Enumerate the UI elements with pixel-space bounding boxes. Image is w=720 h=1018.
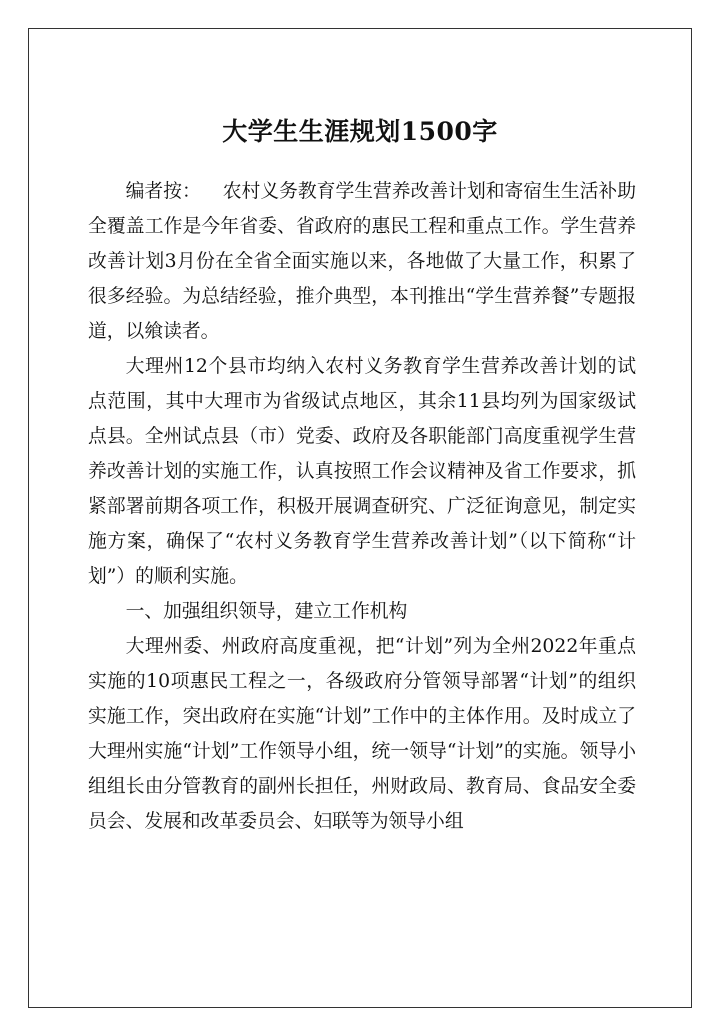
editor-note-text: 农村义务教育学生营养改善计划和寄宿生生活补助全覆盖工作是今年省委、省政府的惠民工程和重点工作。学生营养改善计划3月份在全省全面实施以来，各地做了大量工作，积累了很多经验。为总结经验，推介典型，本刊推出“学生营养餐”专题报道，以飨读者。 [88,181,636,342]
editor-label: 编者按： [125,181,201,202]
body-paragraph: 大理州12个县市均纳入农村义务教育学生营养改善计划的试点范围，其中大理市为省级试点地区，其余11县均列为国家级试点县。全州试点县（市）党委、政府及各职能部门高度重视学生营养改善计划的实施工作，认真按照工作会议精神及省工作要求，抓紧部署前期各项工作，积极开展调查研究、广泛征询意见，制定实施方案，确保了“农村义务教育学生营养改善计划”（以下简称“计划”）的顺利实施。 [88,356,636,587]
document-title: 大学生生涯规划1500字 [222,117,498,146]
body-paragraph: 大理州委、州政府高度重视，把“计划”列为全州2022年重点实施的10项惠民工程之一，各级政府分管领导部署“计划”的组织实施工作，突出政府在实施“计划”工作中的主体作用。及时成立了大理州实施“计划”工作领导小组，统一领导“计划”的实施。领导小组组长由分管教育的副州长担任，州财政局、教育局、食品安全委员会、发展和改革委员会、妇联等为领导小组 [88,636,636,832]
document-body [88,174,636,839]
section-heading: 一、加强组织领导，建立工作机构 [125,601,408,622]
editor-note-paragraph [88,174,636,349]
